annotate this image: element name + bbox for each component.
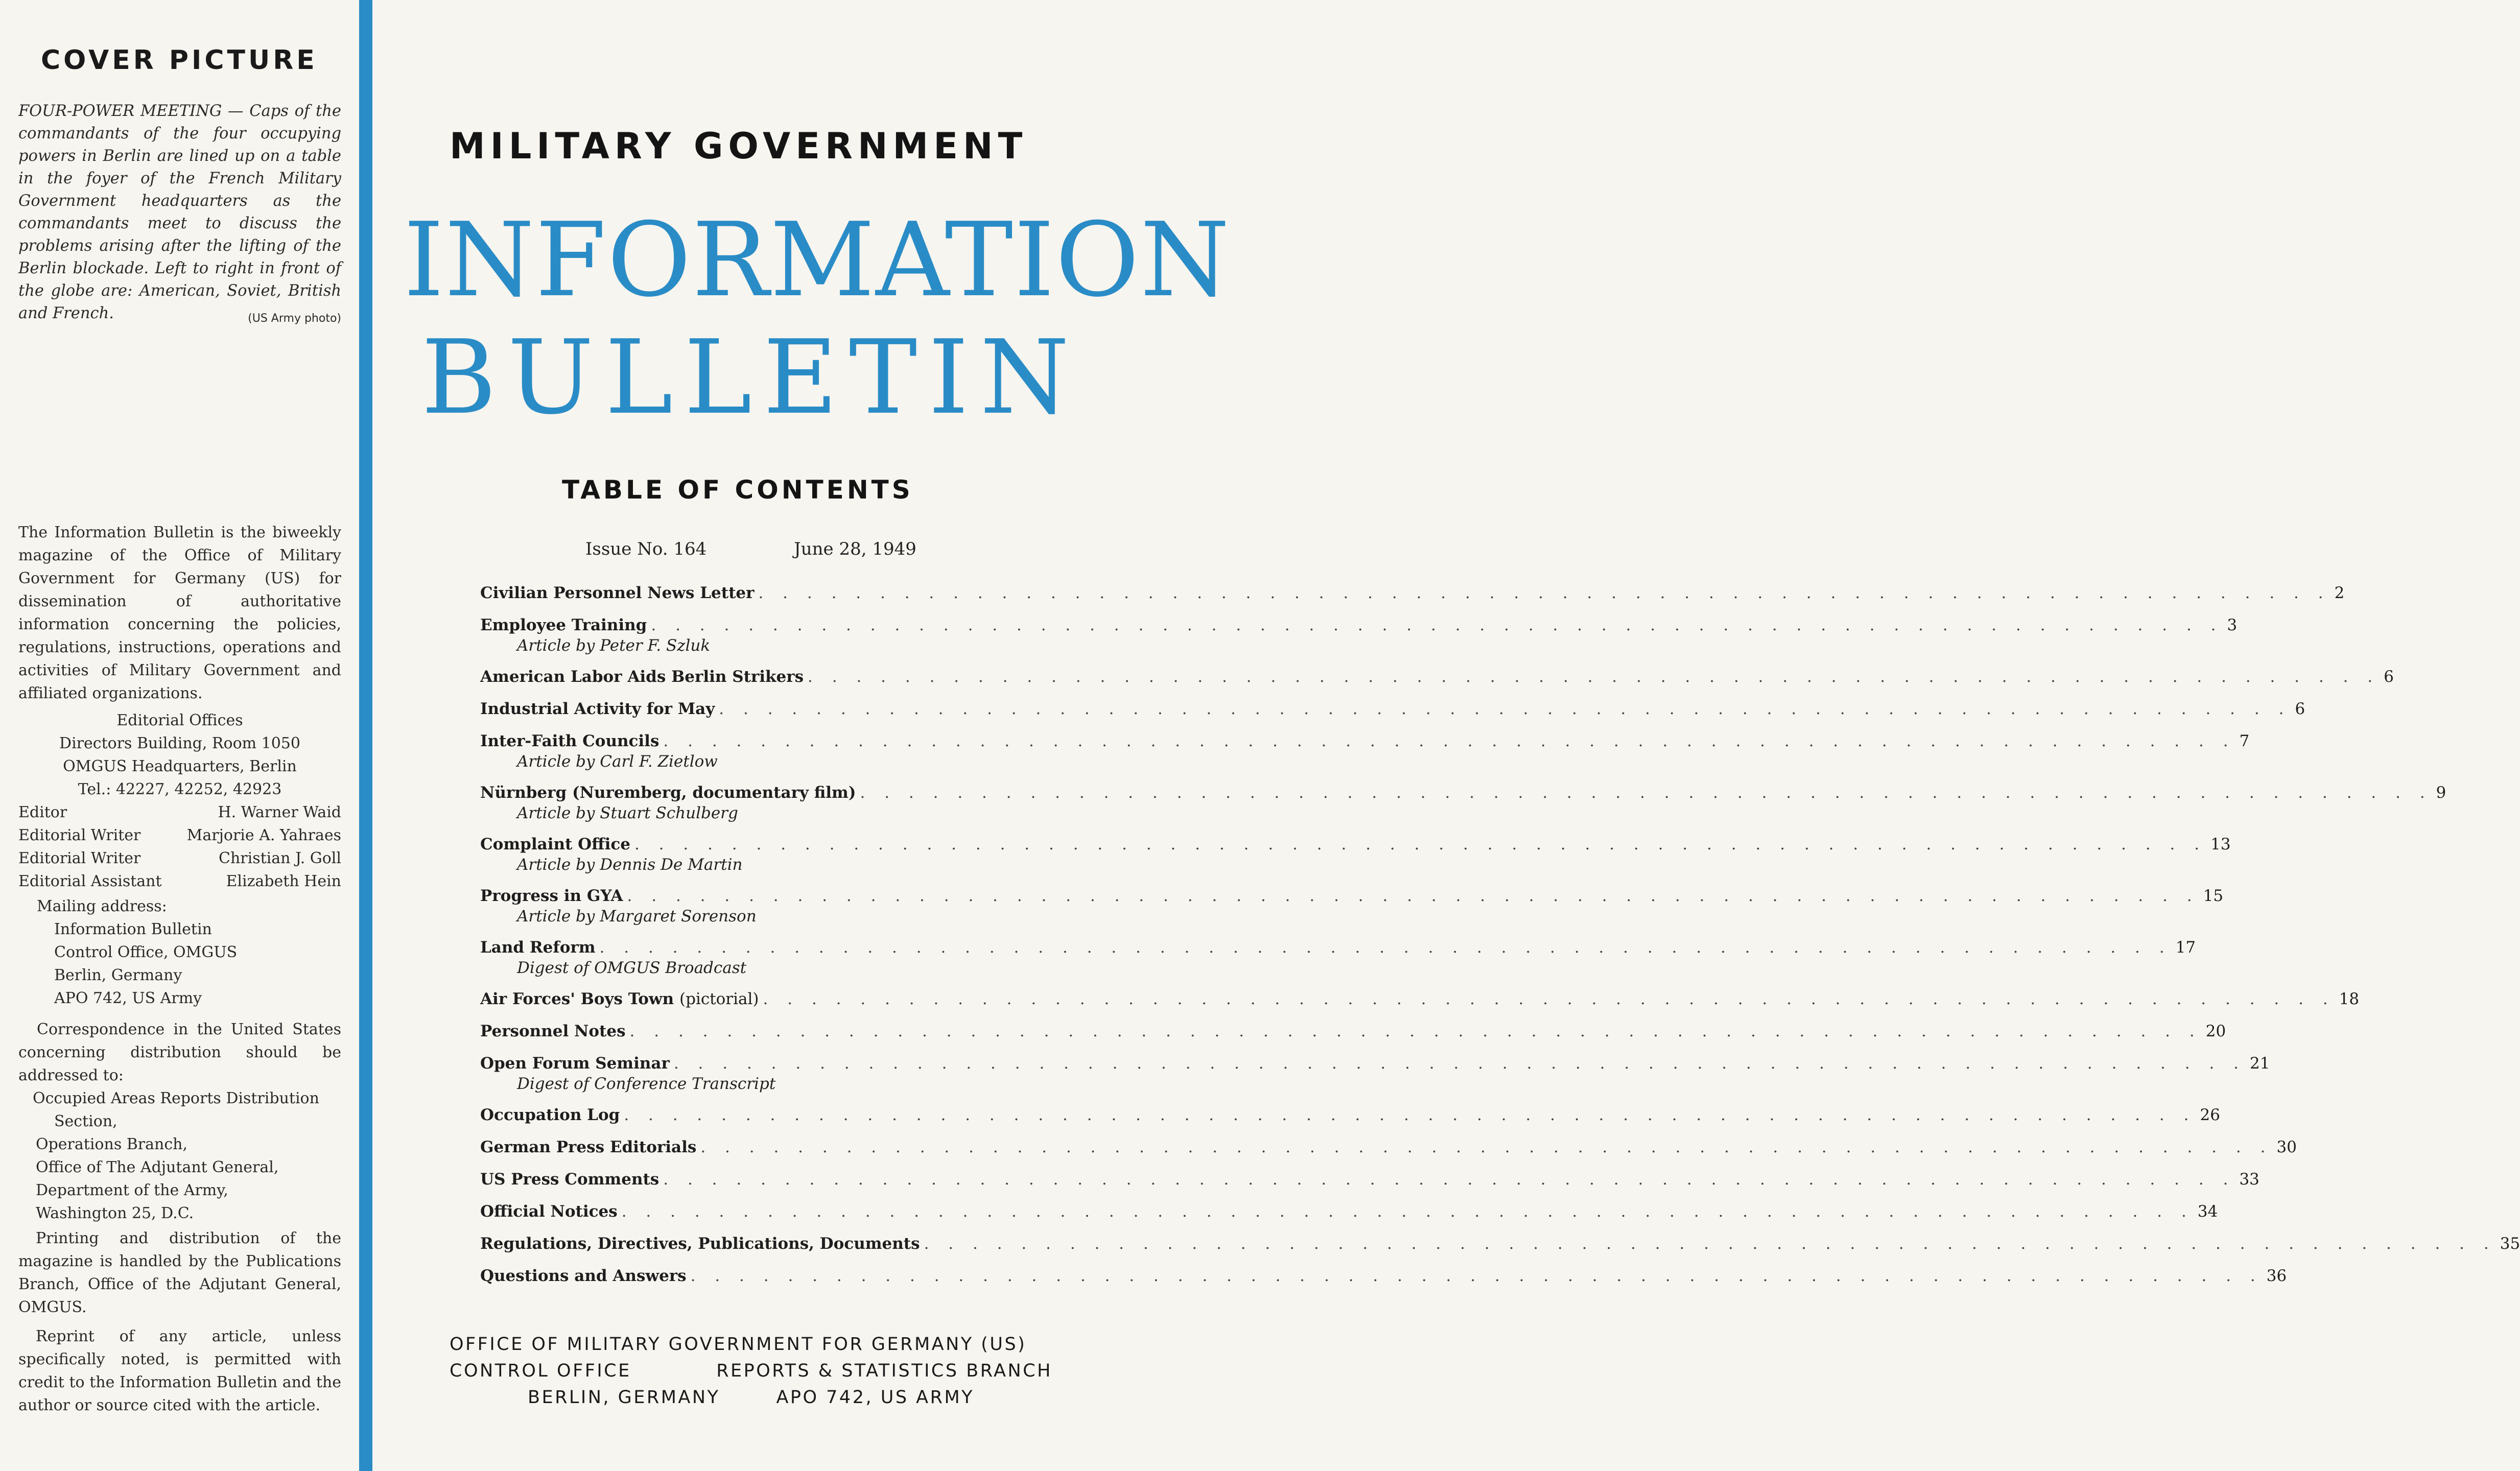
- photo-credit: (US Army photo): [248, 312, 341, 325]
- toc-entry-note: (pictorial): [679, 990, 759, 1008]
- editorial-offices: [18, 709, 341, 801]
- blue-divider-bar: [359, 0, 372, 1471]
- issue-info: [585, 539, 916, 559]
- toc-entry-page: 3: [2227, 616, 2238, 634]
- toc-entry-line: [480, 1233, 2520, 1254]
- toc-entry-line: [480, 885, 2224, 907]
- issue-number: Issue No. 164: [585, 539, 707, 559]
- toc-entry: [480, 1201, 2218, 1222]
- toc-entry-page: 6: [2295, 700, 2305, 718]
- office-address-line: OMGUS Headquarters, Berlin: [63, 757, 297, 775]
- mailing-heading: Mailing address:: [37, 897, 167, 915]
- masthead-line-information: INFORMATION: [404, 201, 1231, 320]
- toc-entry-page: 9: [2436, 784, 2446, 802]
- toc-leader-dots: [763, 988, 2335, 1010]
- toc-leader-dots: [663, 1169, 2235, 1190]
- toc-entry-title: [480, 1265, 687, 1287]
- toc-entry: [480, 614, 2238, 655]
- staff-row: [18, 870, 341, 893]
- toc-entry-title-text: Occupation Log: [480, 1106, 620, 1124]
- editorial-offices-heading: Editorial Offices: [116, 711, 243, 729]
- cover-caption-text: FOUR-POWER MEETING — Caps of the commandants of the four occupying powers in Berlin are lined up on a table in the foyer of the French Military Government headquarters as the commandants meet to discuss the problems arising after the lifting of the Berlin blockade. Left to right in front of the globe are: American, Soviet, British and French.: [18, 102, 341, 322]
- toc-entry-line: [480, 834, 2231, 855]
- toc-entry-title-text: Questions and Answers: [480, 1267, 687, 1285]
- toc-entry: [480, 937, 2196, 978]
- toc-leader-dots: [691, 1265, 2263, 1287]
- toc-entry-title: [480, 614, 647, 636]
- toc-entry-byline: Article by Stuart Schulberg: [517, 804, 738, 822]
- toc-leader-dots: [924, 1233, 2496, 1254]
- toc-leader-dots: [634, 834, 2206, 855]
- toc-entry-line: [480, 582, 2345, 604]
- staff-row: [18, 801, 341, 824]
- toc-entry-line: [480, 937, 2196, 958]
- toc-leader-dots: [700, 1136, 2272, 1158]
- toc-entry-title-text: Inter-Faith Councils: [480, 732, 660, 750]
- toc-leader-dots: [622, 1201, 2194, 1222]
- toc-entry: [480, 666, 2394, 687]
- correspondence-line: Department of the Army,: [36, 1181, 228, 1199]
- toc-entry-title: [480, 730, 659, 752]
- toc-entry: [480, 988, 2360, 1010]
- toc-entry: [480, 1169, 2259, 1190]
- toc-entry-title-text: Official Notices: [480, 1202, 618, 1221]
- toc-leader-dots: [719, 698, 2291, 720]
- toc-entry-line: [480, 614, 2238, 636]
- toc-entry-title-text: Employee Training: [480, 616, 647, 634]
- footer-city: BERLIN, GERMANY: [527, 1387, 720, 1408]
- toc-entry-line: [480, 1104, 2220, 1126]
- mailing-line: Information Bulletin: [54, 920, 212, 938]
- staff-name: Elizabeth Hein: [226, 872, 341, 890]
- toc-entry-line: [480, 1053, 2270, 1074]
- about-bulletin: The Information Bulletin is the biweekly magazine of the Office of Military Government for Germany (US) for dissemination of authoritative information concerning the policies, regulations, instructions, operations and activities of Military Government and affiliated organizations.: [18, 524, 341, 702]
- cover-picture-heading: COVER PICTURE: [41, 45, 318, 76]
- toc-entry-byline: Article by Dennis De Martin: [517, 856, 743, 874]
- toc-entry: [480, 730, 2250, 771]
- office-telephone: Tel.: 42227, 42252, 42923: [78, 780, 282, 798]
- toc-entry-title-text: Regulations, Directives, Publications, Documents: [480, 1235, 920, 1253]
- staff-role: Editorial Assistant: [18, 872, 162, 890]
- toc-entry-title: [480, 1136, 696, 1158]
- toc-entry-page: 6: [2384, 668, 2394, 686]
- toc-leader-dots: [624, 1104, 2196, 1126]
- toc-entry: [480, 885, 2224, 926]
- toc-entry: [480, 1053, 2270, 1094]
- toc-entry-title: [480, 988, 759, 1010]
- toc-entry: [480, 1136, 2297, 1158]
- toc-heading: TABLE OF CONTENTS: [562, 475, 913, 505]
- toc-entry-line: [480, 1201, 2218, 1222]
- toc-entry-title-text: Air Forces' Boys Town: [480, 990, 674, 1008]
- toc-entry-title-text: Land Reform: [480, 938, 596, 957]
- correspondence-line: Washington 25, D.C.: [36, 1204, 194, 1222]
- masthead-military-government: MILITARY GOVERNMENT: [450, 125, 1028, 167]
- toc-entry-line: [480, 1136, 2297, 1158]
- toc-entry-line: [480, 666, 2394, 687]
- toc-entry-line: [480, 1169, 2259, 1190]
- toc-entry-title-text: Nürnberg (Nuremberg, documentary film): [480, 784, 856, 802]
- toc-entry-page: 35: [2500, 1235, 2520, 1253]
- toc-entry-line: [480, 1265, 2287, 1287]
- toc-leader-dots: [600, 937, 2172, 958]
- toc-entry: [480, 1233, 2520, 1254]
- toc-entry-title: [480, 1021, 626, 1042]
- toc-leader-dots: [663, 730, 2235, 752]
- toc-entry: [480, 1021, 2226, 1042]
- cover-caption: [18, 100, 341, 330]
- toc-entry-page: 20: [2205, 1022, 2226, 1040]
- toc-entry: [480, 1104, 2220, 1126]
- toc-entry-byline: Digest of Conference Transcript: [517, 1075, 776, 1093]
- footer-office: OFFICE OF MILITARY GOVERNMENT FOR GERMANY (US): [450, 1334, 1027, 1355]
- toc-entry-page: 36: [2266, 1267, 2287, 1285]
- toc-entry-title: [480, 666, 804, 687]
- toc-leader-dots: [627, 885, 2199, 907]
- toc-entry-byline: Digest of OMGUS Broadcast: [517, 959, 747, 977]
- mailing-line: Berlin, Germany: [54, 966, 182, 984]
- footer-line: [450, 1358, 1052, 1384]
- reprint-paragraph: Reprint of any article, unless specifically noted, is permitted with credit to the Information Bulletin and the author or source cited with the article.: [18, 1327, 341, 1414]
- toc-leader-dots: [630, 1021, 2202, 1042]
- footer-line: [450, 1331, 1052, 1358]
- toc-leader-dots: [860, 782, 2432, 803]
- toc-entry-title-text: Industrial Activity for May: [480, 700, 715, 718]
- toc-entry-title: [480, 885, 623, 907]
- staff-name: H. Warner Waid: [218, 803, 341, 821]
- toc-entry-line: [480, 698, 2305, 720]
- staff-list: [18, 801, 341, 893]
- staff-row: [18, 847, 341, 870]
- toc-leader-dots: [674, 1053, 2246, 1074]
- toc-entry-page: 30: [2276, 1138, 2297, 1156]
- toc-entry-title: [480, 698, 715, 720]
- toc-entry-title: [480, 1104, 620, 1126]
- staff-role: Editorial Writer: [18, 826, 141, 844]
- toc-entry-title: [480, 582, 754, 604]
- toc-entry: [480, 834, 2231, 874]
- toc-entry-title: [480, 782, 856, 803]
- masthead-line-bulletin: BULLETIN: [421, 318, 1081, 437]
- footer-line: [450, 1384, 1052, 1411]
- toc-leader-dots: [808, 666, 2380, 687]
- publisher-footer: [450, 1331, 1052, 1411]
- mailing-address: [37, 895, 341, 1010]
- correspondence: [18, 1018, 341, 1225]
- toc-entry-page: 15: [2203, 887, 2224, 905]
- footer-apo: APO 742, US ARMY: [776, 1387, 975, 1408]
- correspondence-line: Occupied Areas Reports Distribution: [33, 1089, 319, 1107]
- toc-entry-title: [480, 937, 596, 958]
- toc-entry-page: 18: [2339, 990, 2360, 1008]
- correspondence-intro: Correspondence in the United States concerning distribution should be addressed to:: [18, 1021, 341, 1084]
- toc-entry-line: [480, 730, 2250, 752]
- toc-entry-title-text: German Press Editorials: [480, 1138, 697, 1156]
- staff-role: Editorial Writer: [18, 849, 141, 867]
- mailing-line: Control Office, OMGUS: [54, 943, 238, 961]
- office-address-line: Directors Building, Room 1050: [59, 734, 300, 752]
- toc-entry-line: [480, 782, 2446, 803]
- toc-entry-title: [480, 834, 630, 855]
- correspondence-line: Operations Branch,: [36, 1135, 187, 1153]
- toc-entry-page: 2: [2334, 584, 2345, 602]
- toc-entry: [480, 1265, 2287, 1287]
- toc-entry-page: 13: [2210, 835, 2231, 853]
- staff-name: Marjorie A. Yahraes: [186, 826, 341, 844]
- toc-entry: [480, 782, 2446, 823]
- toc-entry-title-text: US Press Comments: [480, 1170, 660, 1189]
- toc-entry-title-text: Open Forum Seminar: [480, 1054, 670, 1073]
- staff-row: [18, 824, 341, 847]
- printing-notes: [18, 1227, 341, 1423]
- table-of-contents: [480, 582, 2520, 1287]
- toc-entry-title-text: American Labor Aids Berlin Strikers: [480, 668, 804, 686]
- printing-paragraph: Printing and distribution of the magazine is handled by the Publications Branch, Office of the Adjutant General, OMGUS.: [18, 1229, 341, 1316]
- staff-name: Christian J. Goll: [219, 849, 341, 867]
- toc-leader-dots: [651, 614, 2223, 636]
- toc-entry-title-text: Progress in GYA: [480, 887, 623, 905]
- toc-entry-byline: Article by Peter F. Szluk: [517, 636, 711, 655]
- toc-entry-title: [480, 1233, 920, 1254]
- toc-entry-line: [480, 1021, 2226, 1042]
- toc-entry-title: [480, 1169, 659, 1190]
- toc-leader-dots: [758, 582, 2330, 604]
- footer-control-office: CONTROL OFFICE: [450, 1361, 631, 1381]
- toc-entry-page: 33: [2239, 1170, 2259, 1189]
- toc-entry-byline: Article by Margaret Sorenson: [517, 907, 757, 926]
- toc-entry-title-text: Personnel Notes: [480, 1022, 626, 1040]
- toc-entry-page: 34: [2197, 1202, 2218, 1221]
- masthead-information-bulletin: [404, 201, 1231, 437]
- toc-entry-title-text: Civilian Personnel News Letter: [480, 584, 755, 602]
- toc-entry-byline: Article by Carl F. Zietlow: [517, 752, 718, 771]
- correspondence-line: Section,: [54, 1112, 117, 1130]
- mailing-line: APO 742, US Army: [54, 989, 202, 1007]
- toc-entry-page: 17: [2175, 938, 2196, 957]
- staff-role: Editor: [18, 803, 67, 821]
- issue-date: June 28, 1949: [794, 539, 916, 559]
- toc-entry-title: [480, 1201, 618, 1222]
- toc-entry-page: 21: [2250, 1054, 2270, 1073]
- toc-entry-page: 7: [2239, 732, 2250, 750]
- toc-entry-page: 26: [2200, 1106, 2220, 1124]
- toc-entry-title: [480, 1053, 670, 1074]
- footer-branch: REPORTS & STATISTICS BRANCH: [716, 1361, 1052, 1381]
- toc-entry-line: [480, 988, 2360, 1010]
- toc-entry: [480, 582, 2345, 604]
- toc-entry: [480, 698, 2305, 720]
- toc-entry-title-text: Complaint Office: [480, 835, 630, 853]
- correspondence-line: Office of The Adjutant General,: [36, 1158, 279, 1176]
